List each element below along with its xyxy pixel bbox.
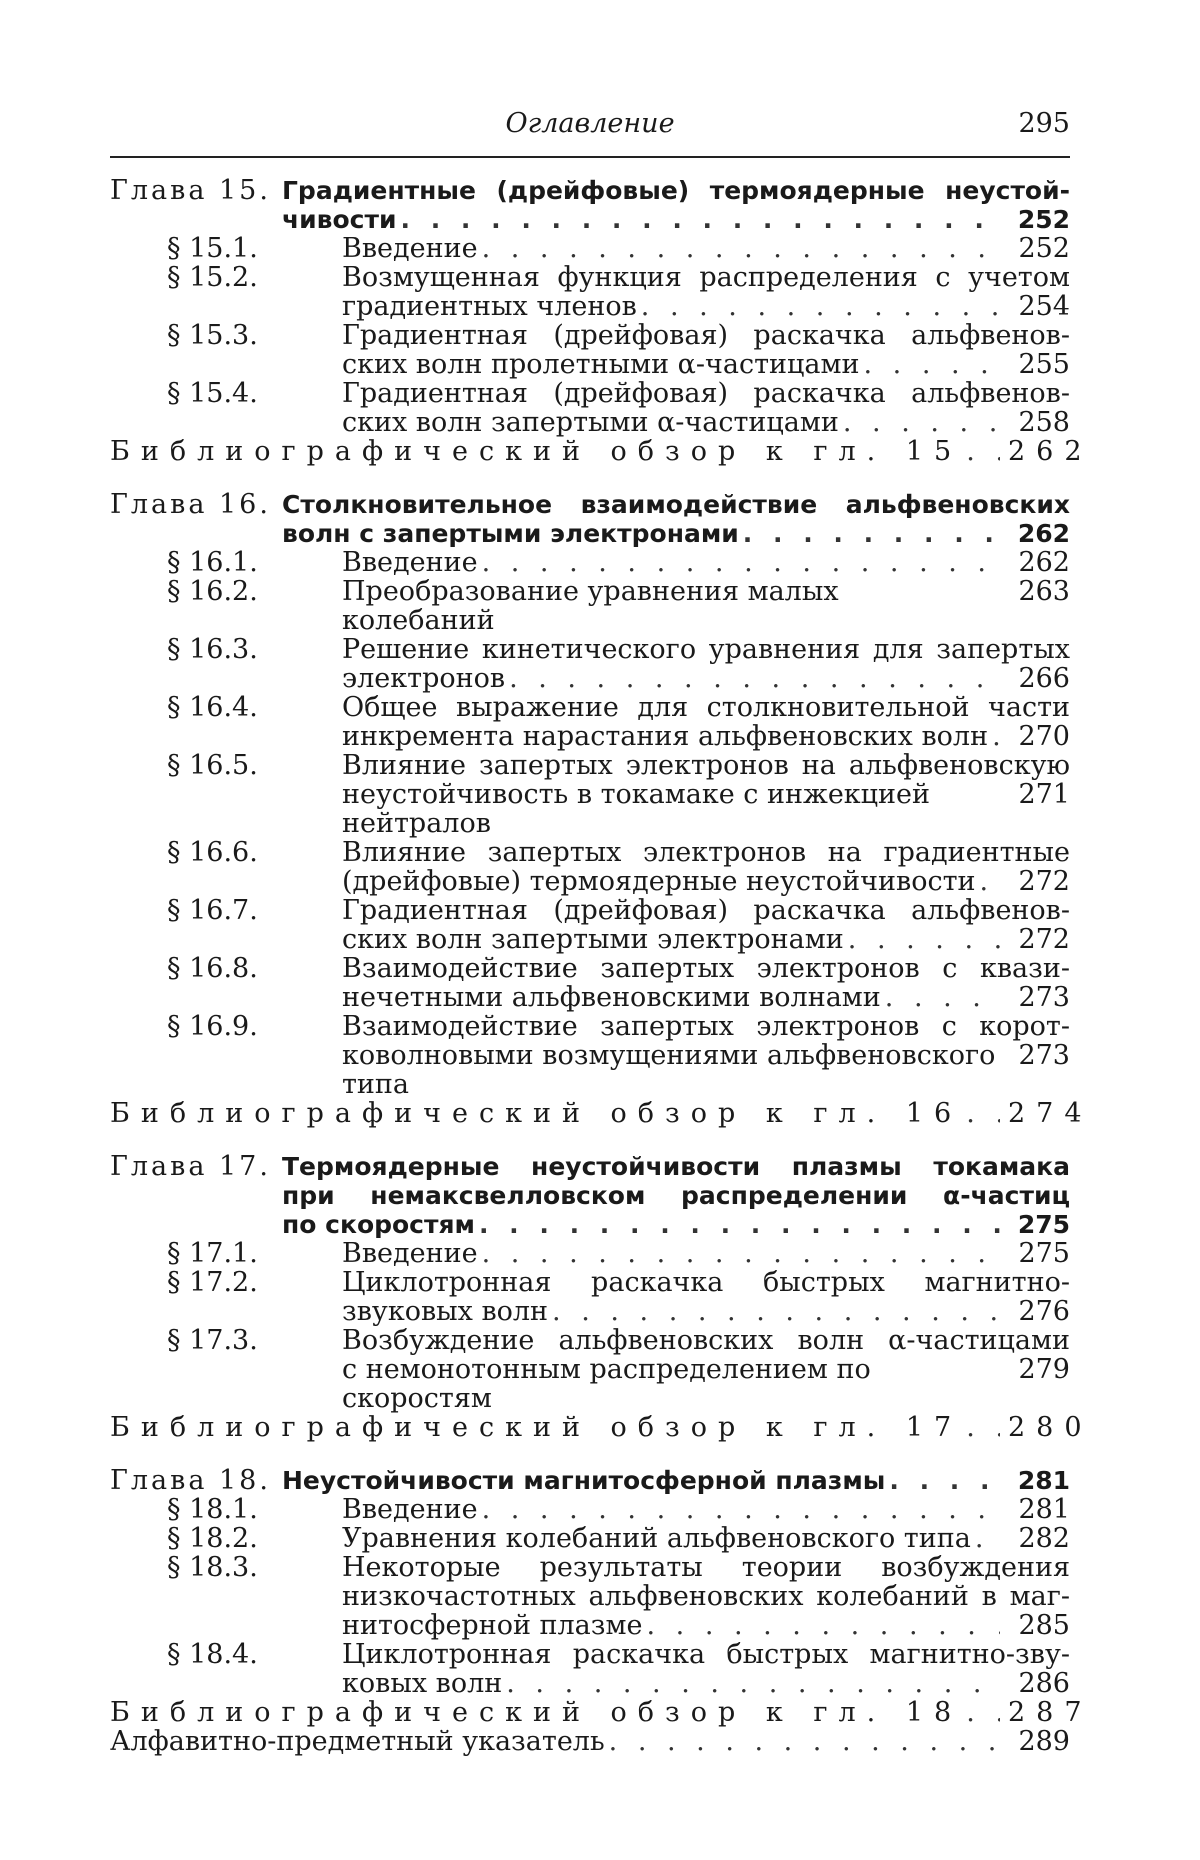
entry-title-text: инкремента нарастания альфвеновских волн xyxy=(342,721,989,752)
dot-leader xyxy=(863,350,1000,379)
entry-number: § 16.2. xyxy=(167,576,258,607)
entry-title-line xyxy=(342,1239,1070,1268)
entry-title xyxy=(342,577,1070,635)
entry-number: § 16.4. xyxy=(167,692,258,723)
entry-page: 285 xyxy=(1018,1610,1070,1641)
entry-title-line: Решение кинетического уравнения для запертых xyxy=(342,634,1070,665)
entry-page: 273 xyxy=(1018,982,1070,1013)
entry-page: 281 xyxy=(1017,1466,1070,1495)
entry-title-line: Влияние запертых электронов на градиентные xyxy=(342,837,1070,868)
entry-page: 282 xyxy=(1018,1523,1070,1554)
entry-page: 262 xyxy=(1018,547,1070,578)
entry-number: § 16.5. xyxy=(167,750,258,781)
entry-title-line xyxy=(110,436,1093,467)
entry-title-line: Градиентные (дрейфовые) термоядерные неустой- xyxy=(282,176,1070,205)
chapter-block xyxy=(110,1151,1093,1443)
entry-page: 272 xyxy=(1018,866,1070,897)
index-entry xyxy=(110,1727,1070,1756)
dot-leader xyxy=(641,292,1000,321)
entry-title-text: неустойчивость в токамаке с инжекцией нейтралов xyxy=(342,779,931,839)
section-entry xyxy=(110,1326,1070,1413)
entry-number: § 17.2. xyxy=(167,1267,258,1298)
entry-title-text: нечетными альфвеновскими волнами xyxy=(342,982,881,1013)
entry-title-line xyxy=(110,1697,1093,1728)
entry-title xyxy=(342,321,1070,379)
entry-number: § 16.6. xyxy=(167,837,258,868)
entry-page: 271 xyxy=(1018,779,1070,810)
entry-title-line: Возмущенная функция распределения с учетом xyxy=(342,262,1070,293)
entry-title-line xyxy=(342,1524,1070,1553)
entry-title-line xyxy=(282,519,1070,548)
section-entry xyxy=(110,954,1070,1012)
section-entry xyxy=(110,548,1070,577)
entry-page: 262 xyxy=(1017,519,1070,548)
entry-title xyxy=(342,1524,1070,1553)
entry-title xyxy=(282,1466,1070,1495)
dot-leader xyxy=(843,408,1000,437)
entry-title xyxy=(110,436,1093,467)
entry-number: § 15.3. xyxy=(167,320,258,351)
entry-title xyxy=(342,1553,1070,1640)
entry-title-text: Библиографический обзор к гл. 16 xyxy=(110,1098,963,1129)
dot-leader xyxy=(966,1099,1000,1128)
entry-title-line: Градиентная (дрейфовая) раскачка альфвенов- xyxy=(342,320,1070,351)
entry-title xyxy=(342,751,1070,838)
entry-title xyxy=(342,263,1070,321)
dot-leader xyxy=(482,1495,1000,1524)
entry-page: 275 xyxy=(1017,1210,1070,1239)
entry-number: § 16.8. xyxy=(167,953,258,984)
entry-title-text: Неустойчивости магнитосферной плазмы xyxy=(282,1466,886,1495)
entry-number: § 18.2. xyxy=(167,1523,258,1554)
entry-page: 266 xyxy=(1018,663,1070,694)
entry-title-line xyxy=(342,548,1070,577)
entry-page: 258 xyxy=(1018,407,1070,438)
section-entry xyxy=(110,1012,1070,1099)
entry-number: § 15.2. xyxy=(167,262,258,293)
entry-title xyxy=(282,176,1070,234)
entry-title-text: волн с запертыми электронами xyxy=(282,519,739,548)
dot-leader xyxy=(509,664,1000,693)
dot-leader xyxy=(975,1524,1000,1553)
entry-title xyxy=(342,635,1070,693)
entry-title-line: Циклотронная раскачка быстрых магнитно-зву- xyxy=(342,1639,1070,1670)
entry-page: 252 xyxy=(1017,205,1070,234)
dot-leader xyxy=(992,722,1000,751)
section-entry xyxy=(110,1268,1070,1326)
entry-title-line xyxy=(342,867,1070,896)
entry-number: Глава 18. xyxy=(110,1465,271,1496)
entry-title xyxy=(342,896,1070,954)
entry-title-line: Общее выражение для столкновительной части xyxy=(342,692,1070,723)
header-rule xyxy=(110,156,1070,158)
entry-number: Глава 17. xyxy=(110,1151,271,1182)
entry-title-line xyxy=(110,1412,1093,1443)
section-entry xyxy=(110,1495,1070,1524)
entry-title xyxy=(342,1239,1070,1268)
entry-title-text: звуковых волн xyxy=(342,1296,549,1327)
entry-title-line: Циклотронная раскачка быстрых магнитно- xyxy=(342,1267,1070,1298)
entry-title-line: низкочастотных альфвеновских колебаний в маг- xyxy=(342,1581,1070,1612)
section-entry xyxy=(110,693,1070,751)
entry-page: 286 xyxy=(1018,1668,1070,1699)
entry-title-text: Преобразование уравнения малых колебаний xyxy=(342,576,839,636)
entry-title-text: Алфавитно-предметный указатель xyxy=(110,1726,605,1757)
dot-leader xyxy=(506,1669,1000,1698)
entry-page: 289 xyxy=(1018,1726,1070,1757)
entry-page: 254 xyxy=(1018,291,1070,322)
entry-title xyxy=(342,379,1070,437)
bibliography-entry xyxy=(110,436,1093,467)
entry-title-text: (дрейфовые) термоядерные неустойчивости xyxy=(342,866,976,897)
dot-leader xyxy=(885,983,1000,1012)
entry-title-line xyxy=(342,722,1070,751)
entry-title xyxy=(342,234,1070,263)
entry-title-text: Введение xyxy=(342,233,478,264)
entry-title-line xyxy=(342,577,1070,635)
entry-page: 270 xyxy=(1018,721,1070,752)
entry-title-line xyxy=(342,925,1070,954)
entry-page: 279 xyxy=(1018,1354,1070,1385)
entry-title xyxy=(342,548,1070,577)
dot-leader xyxy=(980,867,1000,896)
entry-title xyxy=(342,1012,1070,1099)
entry-title xyxy=(342,1326,1070,1413)
entry-title-text: коволновыми возмущениями альфвеновского типа xyxy=(342,1040,996,1100)
entry-number: § 16.7. xyxy=(167,895,258,926)
entry-title-line: Термоядерные неустойчивости плазмы токамака xyxy=(282,1152,1070,1181)
entry-number: § 18.3. xyxy=(167,1552,258,1583)
chapter-heading xyxy=(110,1466,1070,1495)
entry-title-line: Возбуждение альфвеновских волн α-частицами xyxy=(342,1325,1070,1356)
entry-title-line: Влияние запертых электронов на альфвеновскую xyxy=(342,750,1070,781)
entry-page: 252 xyxy=(1018,233,1070,264)
dot-leader xyxy=(479,1210,1000,1239)
entry-page: 275 xyxy=(1018,1238,1070,1269)
entry-title xyxy=(342,838,1070,896)
bibliography-entry xyxy=(110,1098,1093,1129)
chapter-block xyxy=(110,175,1093,467)
section-entry xyxy=(110,379,1070,437)
section-entry xyxy=(110,1524,1070,1553)
entry-page: 273 xyxy=(1018,1040,1070,1071)
entry-title-line xyxy=(342,292,1070,321)
entry-number: § 17.1. xyxy=(167,1238,258,1269)
section-entry xyxy=(110,321,1070,379)
entry-title-text: чивости xyxy=(282,205,397,234)
entry-title xyxy=(110,1697,1093,1728)
entry-title-line xyxy=(342,408,1070,437)
page-number: 295 xyxy=(1018,108,1070,139)
entry-number: Глава 15. xyxy=(110,175,271,206)
section-entry xyxy=(110,1239,1070,1268)
entry-number: § 18.1. xyxy=(167,1494,258,1525)
entry-title-line: Градиентная (дрейфовая) раскачка альфвенов- xyxy=(342,378,1070,409)
bibliography-entry xyxy=(110,1412,1093,1443)
chapter-heading xyxy=(110,1152,1070,1239)
entry-number: § 18.4. xyxy=(167,1639,258,1670)
entry-title xyxy=(110,1727,1070,1756)
dot-leader xyxy=(966,437,1000,466)
entry-title-line xyxy=(282,205,1070,234)
section-entry xyxy=(110,838,1070,896)
dot-leader xyxy=(482,234,1000,263)
entry-title-text: Введение xyxy=(342,1238,478,1269)
entry-title-line: Некоторые результаты теории возбуждения xyxy=(342,1552,1070,1583)
chapter-block xyxy=(110,489,1093,1129)
entry-title-text: электронов xyxy=(342,663,506,694)
chapter-heading xyxy=(110,176,1070,234)
section-entry xyxy=(110,577,1070,635)
entry-title xyxy=(342,1268,1070,1326)
entry-title-text: Введение xyxy=(342,547,478,578)
dot-leader xyxy=(401,205,1000,234)
entry-number: § 15.4. xyxy=(167,378,258,409)
entry-page: 276 xyxy=(1018,1296,1070,1327)
entry-title-line xyxy=(342,1611,1070,1640)
entry-number: § 16.9. xyxy=(167,1011,258,1042)
entry-title-line xyxy=(110,1098,1093,1129)
bibliography-entry xyxy=(110,1697,1093,1728)
chapter-block xyxy=(110,1465,1093,1757)
entry-title-text: Уравнения колебаний альфвеновского типа xyxy=(342,1523,971,1554)
running-header xyxy=(110,108,1070,158)
entry-title-line xyxy=(342,780,1070,838)
entry-number: § 17.3. xyxy=(167,1325,258,1356)
entry-page: 262 xyxy=(1008,436,1093,467)
chapter-heading xyxy=(110,490,1070,548)
entry-number: § 15.1. xyxy=(167,233,258,264)
entry-page: 272 xyxy=(1018,924,1070,955)
dot-leader xyxy=(482,548,1000,577)
entry-title-line xyxy=(342,1495,1070,1524)
entry-title-text: ских волн пролетными α-частицами xyxy=(342,349,860,380)
entry-title-text: Библиографический обзор к гл. 17 xyxy=(110,1412,963,1443)
dot-leader xyxy=(848,925,1000,954)
dot-leader xyxy=(482,1239,1000,1268)
entry-title-line: Взаимодействие запертых электронов с квази- xyxy=(342,953,1070,984)
entry-title xyxy=(342,693,1070,751)
entry-title-text: нитосферной плазме xyxy=(342,1610,643,1641)
entry-page: 287 xyxy=(1008,1697,1093,1728)
entry-title-text: по скоростям xyxy=(282,1210,475,1239)
entry-title-text: ковых волн xyxy=(342,1668,503,1699)
entry-title-line: Взаимодействие запертых электронов с корот- xyxy=(342,1011,1070,1042)
section-entry xyxy=(110,234,1070,263)
entry-title-text: градиентных членов xyxy=(342,291,637,322)
entry-title-line xyxy=(342,983,1070,1012)
entry-title-line xyxy=(342,1669,1070,1698)
entry-title-line: Градиентная (дрейфовая) раскачка альфвенов- xyxy=(342,895,1070,926)
dot-leader xyxy=(552,1297,1000,1326)
entry-title-text: Библиографический обзор к гл. 15 xyxy=(110,436,963,467)
entry-title-text: ских волн запертыми электронами xyxy=(342,924,844,955)
entry-title xyxy=(282,490,1070,548)
entry-title-line xyxy=(342,1355,1070,1413)
section-entry xyxy=(110,635,1070,693)
entry-title-line xyxy=(282,1466,1070,1495)
dot-leader xyxy=(966,1698,1000,1727)
entry-page: 280 xyxy=(1008,1412,1093,1443)
entry-page: 274 xyxy=(1008,1098,1093,1129)
section-entry xyxy=(110,1553,1070,1640)
entry-title-line xyxy=(342,1297,1070,1326)
entry-title-line: при немаксвелловском распределении α-частиц xyxy=(282,1181,1070,1210)
entry-number: Глава 16. xyxy=(110,489,271,520)
entry-title-text: ских волн запертыми α-частицами xyxy=(342,407,839,438)
entry-title-line xyxy=(342,1041,1070,1099)
entry-title-line xyxy=(342,664,1070,693)
entry-number: § 16.1. xyxy=(167,547,258,578)
entry-title-line xyxy=(342,350,1070,379)
table-of-contents xyxy=(110,175,1093,1780)
entry-title-line: Столкновительное взаимодействие альфвеновских xyxy=(282,490,1070,519)
entry-page: 263 xyxy=(1018,576,1070,607)
header-title: Оглавление xyxy=(505,108,675,139)
entry-title xyxy=(110,1098,1093,1129)
entry-page: 281 xyxy=(1018,1494,1070,1525)
entry-title xyxy=(342,1640,1070,1698)
dot-leader xyxy=(743,519,1000,548)
entry-title-text: с немонотонным распределением по скоростям xyxy=(342,1354,871,1414)
entry-title xyxy=(342,1495,1070,1524)
entry-number: § 16.3. xyxy=(167,634,258,665)
dot-leader xyxy=(966,1413,1000,1442)
section-entry xyxy=(110,263,1070,321)
dot-leader xyxy=(609,1727,1000,1756)
entry-title-line xyxy=(110,1727,1070,1756)
entry-title-line xyxy=(342,234,1070,263)
section-entry xyxy=(110,1640,1070,1698)
dot-leader xyxy=(646,1611,1000,1640)
entry-page: 255 xyxy=(1018,349,1070,380)
entry-title xyxy=(342,954,1070,1012)
section-entry xyxy=(110,896,1070,954)
section-entry xyxy=(110,751,1070,838)
entry-title-line xyxy=(282,1210,1070,1239)
entry-title-text: Введение xyxy=(342,1494,478,1525)
dot-leader xyxy=(889,1466,1000,1495)
entry-title xyxy=(282,1152,1070,1239)
entry-title xyxy=(110,1412,1093,1443)
entry-title-text: Библиографический обзор к гл. 18 xyxy=(110,1697,963,1728)
